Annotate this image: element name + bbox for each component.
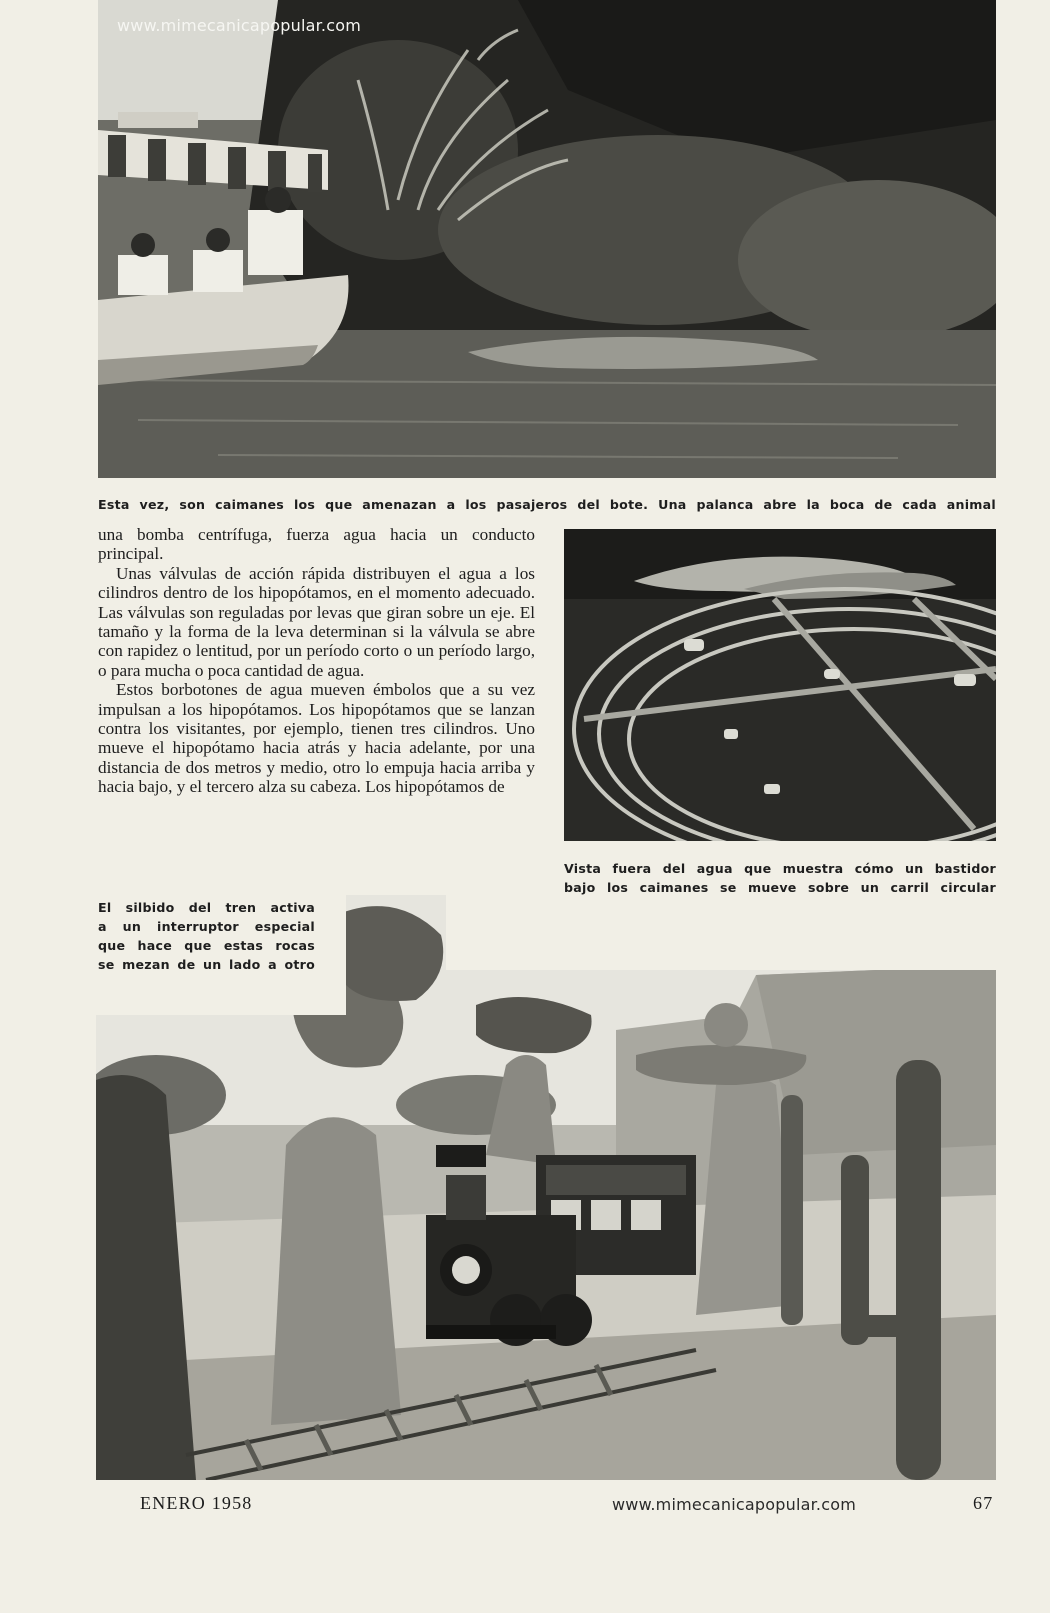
caption-bottom-photo-line-2: a un interruptor especial xyxy=(98,919,315,934)
caption-right-photo-line-2: bajo los caimanes se mueve sobre un carril circular xyxy=(564,880,996,895)
caption-top-photo-text: Esta vez, son caimanes los que amenazan a los pasajeros del bote. Una palanca abre la boca de cada animal xyxy=(98,497,996,512)
photo-desert-train-rocks xyxy=(96,895,996,1480)
photo-caiman-rail-frame xyxy=(564,529,996,841)
footer-watermark-url: www.mimecanicapopular.com xyxy=(612,1495,856,1514)
caption-bottom-photo-line-1: El silbido del tren activa xyxy=(98,900,315,915)
body-paragraph-3: Estos borbotones de agua mueven émbolos que a su vez impulsan a los hipopótamos. Los hipopótamos que se lanzan contra los visitantes, por ejemplo, tienen tres cilindros. Uno mueve el hipopótamo hacia atrás y hacia adelante, por una distancia de dos metros y medio, otro lo empuja hacia arriba y hacia bajo, y el tercero alza su cabeza. Los hipopótamos de xyxy=(98,680,535,797)
footer-issue-date: ENERO 1958 xyxy=(140,1493,253,1513)
watermark-top: www.mimecanicapopular.com xyxy=(117,16,361,35)
article-body xyxy=(98,525,535,797)
caption-bottom-photo-line-3: que hace que estas rocas xyxy=(98,938,315,953)
body-paragraph-2: Unas válvulas de acción rápida distribuyen el agua a los cilindros dentro de los hipopótamos, en el momento adecuado. Las válvulas son reguladas por levas que giran sobre un eje. El tamaño y la forma de la leva determinan si la válvula se abre con rapidez o lentitud, por un período corto o un período largo, o para mucha o poca cantidad de agua. xyxy=(98,563,535,680)
body-paragraph-1: una bomba centrífuga, fuerza agua hacia un conducto principal. xyxy=(98,525,535,564)
caption-right-photo xyxy=(564,859,996,897)
footer-page-number: 67 xyxy=(973,1493,994,1513)
caption-top-photo xyxy=(98,495,996,514)
photo-jungle-boat-caimans xyxy=(98,0,996,478)
caption-bottom-photo-line-4: se mezan de un lado a otro xyxy=(98,957,315,972)
caption-right-photo-line-1: Vista fuera del agua que muestra cómo un bastidor xyxy=(564,861,996,876)
